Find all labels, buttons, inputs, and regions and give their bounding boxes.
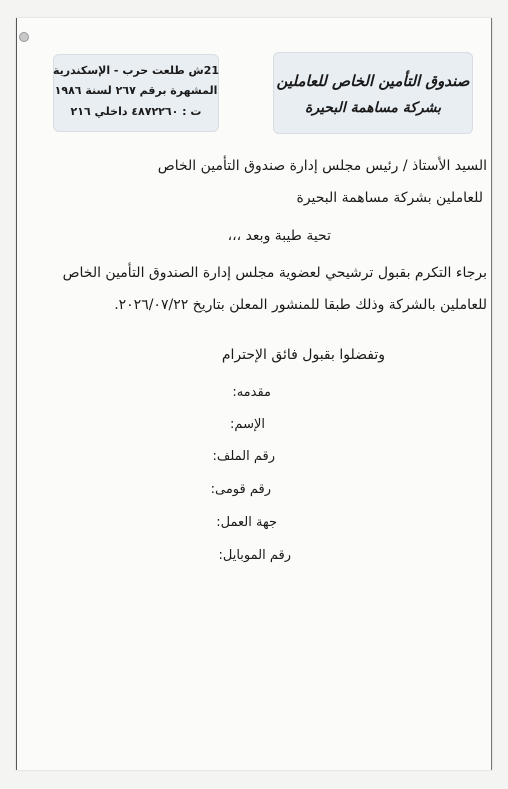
company-name: بشركة مساهمة البحيرة [305,100,441,116]
registration-line: المشهرة برقم ٢٦٧ لسنة ١٩٨٦ [54,84,218,97]
submitted-by-label: مقدمه: [232,385,271,400]
letter-page [16,18,492,770]
fund-name-stamp [273,52,473,134]
mobile-label: رقم الموبايل: [218,548,291,563]
name-label: الإسم: [230,417,265,432]
address-stamp [53,54,219,132]
body-line-2: للعاملين بالشركة وذلك طبقا للمنشور المعلن بتاريخ ٢٠٢٦/٠٧/٢٢. [114,297,487,313]
file-number-label: رقم الملف: [212,449,275,464]
fund-name: صندوق التأمين الخاص للعاملين [276,72,470,90]
closing-line: وتفضلوا بقبول فائق الإحترام [221,347,385,363]
addressee-line-1: السيد الأستاذ / رئيس مجلس إدارة صندوق التأمين الخاص [157,158,487,174]
national-id-label: رقم قومى: [210,482,271,497]
phone-line: ت : ٤٨٧٢٢٦٠ داخلي ٢١٦ [70,105,202,118]
workplace-label: جهة العمل: [216,515,277,530]
addressee-line-2: للعاملين بشركة مساهمة البحيرة [296,190,483,206]
greeting: تحية طيبة وبعد ،،، [227,228,331,244]
staple-mark [19,32,29,42]
body-line-1: برجاء التكرم بقبول ترشيحي لعضوية مجلس إدارة الصندوق التأمين الخاص [62,265,487,281]
address-line: 21ش طلعت حرب - الإسكندرية [52,64,219,77]
